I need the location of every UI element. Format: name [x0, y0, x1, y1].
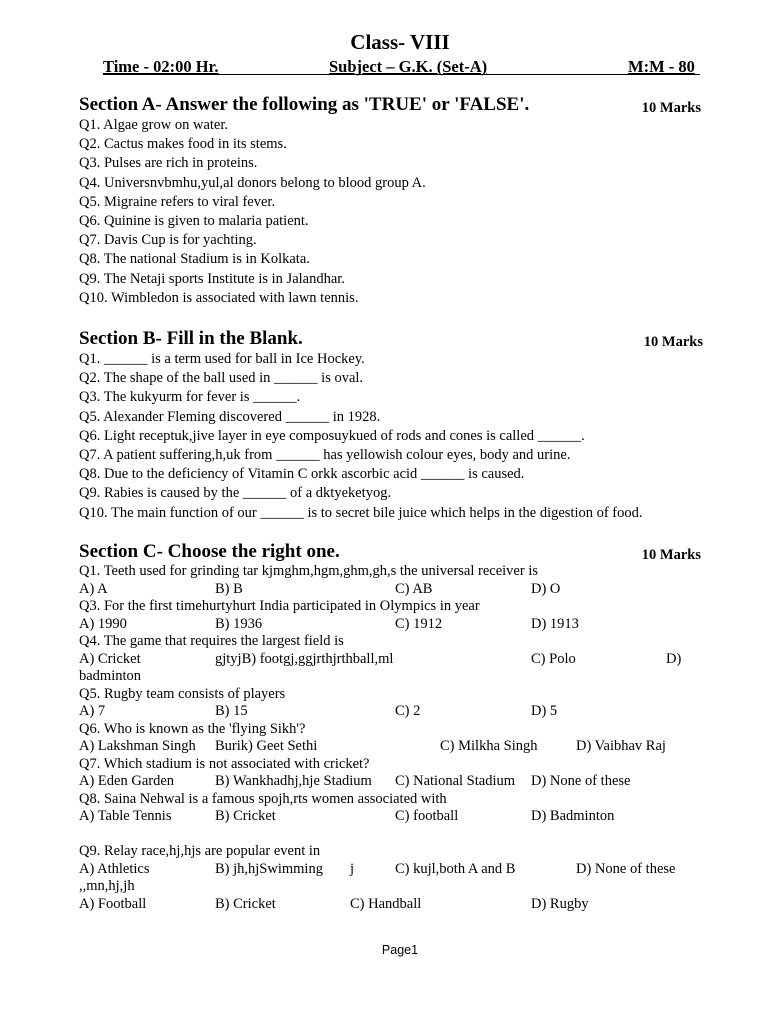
option-b: B) jh,hjSwimming: [215, 860, 323, 877]
option-a: A) Eden Garden: [79, 773, 175, 789]
option-c: C) Handball: [350, 895, 422, 912]
section-c-title: Section C- Choose the right one.: [79, 541, 340, 562]
option-b: B) Cricket: [215, 895, 276, 912]
option-a: A) 7: [79, 703, 106, 719]
option-a: A) Table Tennis: [79, 808, 172, 824]
option-b: B) Cricket: [215, 808, 276, 824]
option-b: Burik) Geet Sethi: [215, 738, 318, 754]
question-item: Q6. Who is known as the 'flying Sikh'?: [79, 720, 306, 737]
section-a-title: Section A- Answer the following as 'TRUE' or 'FALSE'.: [79, 94, 530, 115]
section-b-title: Section B- Fill in the Blank.: [79, 328, 303, 349]
question-item: Q1. ______ is a term used for ball in Ice Hockey.: [79, 351, 365, 367]
section-a: [79, 94, 705, 308]
option-d: D) None of these: [531, 773, 631, 789]
option-d: D) Badminton: [531, 808, 615, 824]
question-item: Q8. Saina Nehwal is a famous spojh,rts women associated with: [79, 790, 447, 807]
question-item: Q1. Teeth used for grinding tar kjmghm,hgm,ghm,gh,s the universal receiver is: [79, 563, 538, 579]
class-title: Class- VIII: [350, 30, 450, 54]
question-item: Q10. Wimbledon is associated with lawn tennis.: [79, 289, 359, 306]
question-item: Q4. Universnvbmhu,yul,al donors belong to blood group A.: [79, 174, 426, 191]
page-number: Page1: [381, 943, 419, 957]
question-item: Q7. Davis Cup is for yachting.: [79, 232, 257, 249]
option-a: A) 1990: [79, 615, 127, 632]
question-item: Q5. Rugby team consists of players: [79, 685, 286, 702]
question-item: Q5. Alexander Fleming discovered ______ in 1928.: [79, 408, 381, 425]
question-item: Q3. Pulses are rich in proteins.: [79, 155, 258, 172]
option-row: [79, 861, 705, 879]
question-item: Q2. Cactus makes food in its stems.: [79, 136, 287, 153]
question-item: Q9. The Netaji sports Institute is in Jalandhar.: [79, 270, 345, 287]
option-b: B) B: [215, 580, 243, 597]
option-a: A) A: [79, 580, 108, 597]
section-a-marks: 10 Marks: [641, 100, 701, 116]
option-c: C) National Stadium: [395, 773, 516, 789]
option-a: A) Cricket: [79, 650, 141, 667]
section-c: [79, 541, 705, 913]
option-d: D) 1913: [531, 615, 579, 632]
option-b: B) Wankhadhj,hje Stadium: [215, 773, 372, 789]
option-row: [79, 616, 705, 634]
option-b: B) 15: [215, 703, 248, 719]
option-row: [79, 651, 705, 669]
option-c: C) 1912: [395, 615, 443, 632]
question-item: Q8. Due to the deficiency of Vitamin C orkk ascorbic acid ______ is caused.: [79, 466, 525, 483]
question-item: Q7. A patient suffering,h,uk from ______ has yellowish colour eyes, body and urine.: [79, 446, 571, 463]
option-d: D) 5: [531, 703, 558, 719]
blank-spacer: [79, 826, 705, 844]
option-a: A) Football: [79, 895, 147, 912]
option-continuation: badminton: [79, 668, 142, 684]
question-item: Q2. The shape of the ball used in ______ is oval.: [79, 370, 364, 387]
option-row: [79, 808, 705, 826]
section-b-marks: 10 Marks: [643, 334, 703, 350]
option-b: B) 1936: [215, 615, 263, 632]
time-label: Time - 02:00 Hr.: [103, 57, 219, 76]
section-c-marks: 10 Marks: [641, 547, 701, 563]
option-c: C) Polo: [531, 650, 576, 667]
question-item: Q9. Relay race,hj,hjs are popular event in: [79, 843, 321, 859]
question-item: Q3. The kukyurm for fever is ______.: [79, 389, 301, 406]
option-row: [79, 896, 705, 914]
question-item: Q10. The main function of our ______ is to secret bile juice which helps in the digestion of food.: [79, 504, 643, 521]
stray-char: j: [350, 860, 355, 877]
option-row: [79, 581, 705, 599]
option-d: D) Vaibhav Raj: [576, 738, 666, 754]
option-row: [79, 773, 705, 791]
option-c: C) Milkha Singh: [440, 738, 538, 754]
option-d: D) None of these: [576, 860, 676, 877]
question-item: Q7. Which stadium is not associated with cricket?: [79, 755, 370, 772]
question-item: Q5. Migraine refers to viral fever.: [79, 193, 276, 210]
option-row: [79, 738, 705, 756]
subject-label: Subject – G.K. (Set-A): [329, 57, 488, 76]
question-item: ,,mn,hj,jh: [79, 878, 135, 894]
question-item: Q6. Light receptuk,jive layer in eye composuykued of rods and cones is called ______.: [79, 427, 585, 444]
option-d: D): [666, 650, 682, 667]
question-item: Q8. The national Stadium is in Kolkata.: [79, 251, 310, 268]
option-b: gjtyjB) footgj,ggjrthjrthball,ml: [215, 650, 394, 667]
option-c: C) kujl,both A and B: [395, 860, 516, 877]
question-item: Q3. For the first timehurtyhurt India participated in Olympics in year: [79, 598, 480, 614]
max-marks-label: M:M - 80: [628, 57, 695, 76]
question-item: Q4. The game that requires the largest field is: [79, 633, 344, 649]
option-d: D) Rugby: [531, 895, 589, 912]
section-b: [79, 328, 705, 523]
question-item: Q1. Algae grow on water.: [79, 117, 228, 133]
question-item: Q6. Quinine is given to malaria patient.: [79, 212, 309, 229]
option-c: C) AB: [395, 580, 433, 597]
option-a: A) Athletics: [79, 860, 150, 877]
option-d: D) O: [531, 580, 561, 597]
header-underline: [103, 74, 700, 75]
option-row: [79, 703, 705, 721]
option-a: A) Lakshman Singh: [79, 738, 196, 754]
option-c: C) 2: [395, 703, 421, 719]
option-c: C) football: [395, 808, 459, 824]
question-item: Q9. Rabies is caused by the ______ of a dktyeketyog.: [79, 485, 392, 502]
